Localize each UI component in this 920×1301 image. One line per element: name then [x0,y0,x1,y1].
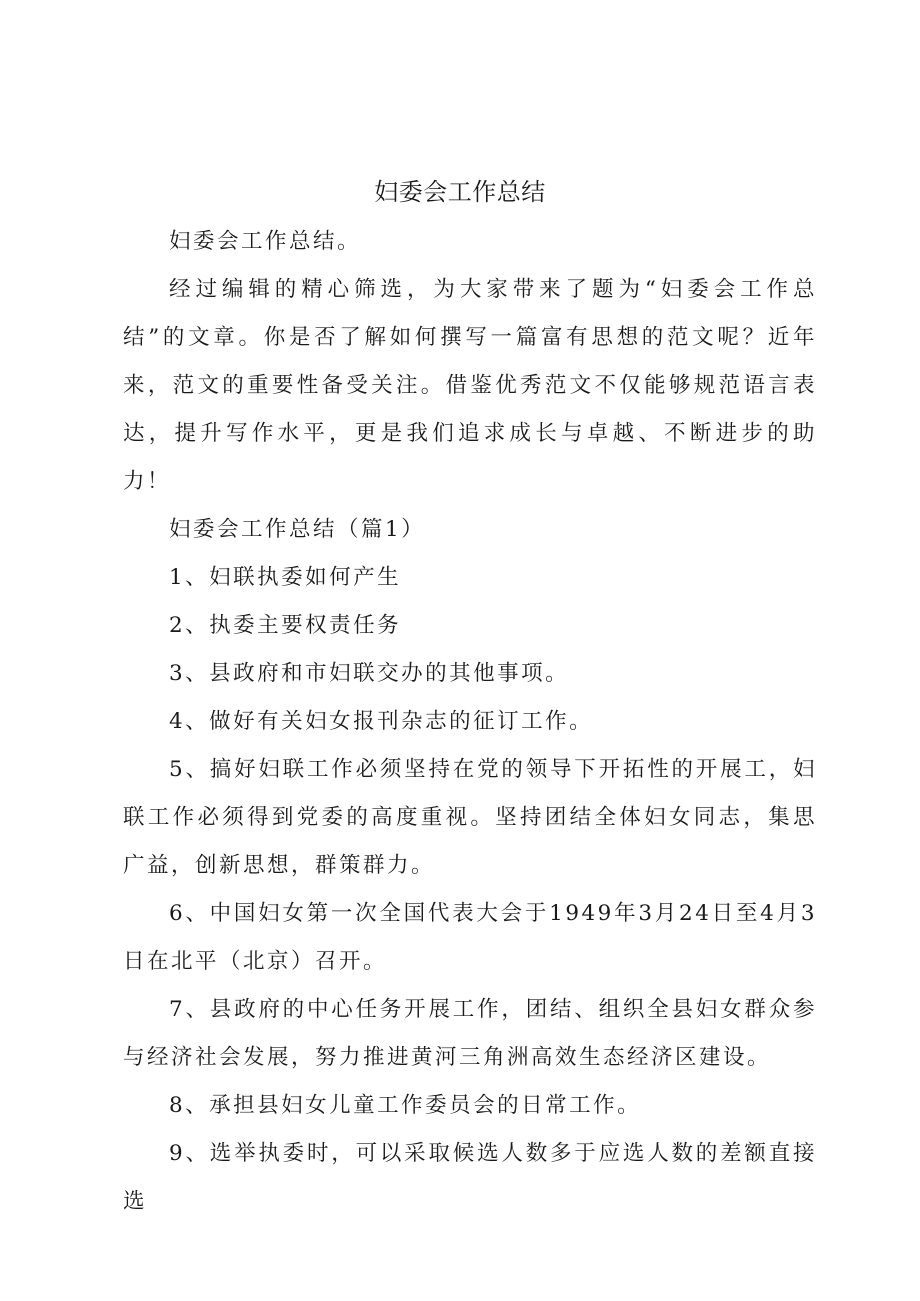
list-item-8: 8、承担县妇女儿童工作委员会的日常工作。 [169,1093,642,1118]
paragraph-intro-text: 经过编辑的精心筛选，为大家带来了题为“妇委会工作总结”的文章。你是否了解如何撰写一篇富有思想的范文呢？近年来，范文的重要性备受关注。借鉴优秀范文不仅能够规范语言表达，提升写作水平，更是我们追求成长与卓越、不断进步的助力！ [123,277,817,494]
list-item-3: 3、县政府和市妇联交办的其他事项。 [169,661,570,686]
list-item-6: 6、中国妇女第一次全国代表大会于1949年3月24日至4月3日在北平（北京）召开。 [123,901,817,974]
list-item-2: 2、执委主要权责任务 [169,613,402,638]
list-item-7: 7、县政府的中心任务开展工作，团结、组织全县妇女群众参与经济社会发展，努力推进黄河三角洲高效生态经济区建设。 [123,997,817,1070]
section-heading: 妇委会工作总结（篇1） [169,517,426,542]
document-title: 妇委会工作总结 [374,178,546,206]
list-item-4: 4、做好有关妇女报刊杂志的征订工作。 [169,709,594,734]
paragraph-intro-heading: 妇委会工作总结。 [169,229,362,254]
list-item-5: 5、搞好妇联工作必须坚持在党的领导下开拓性的开展工，妇联工作必须得到党委的高度重视。坚持团结全体妇女同志，集思广益，创新思想，群策群力。 [123,757,817,878]
list-item-9: 9、选举执委时，可以采取候选人数多于应选人数的差额直接选 [123,1141,817,1214]
list-item-1: 1、妇联执委如何产生 [169,565,402,590]
document-body [123,218,817,1226]
